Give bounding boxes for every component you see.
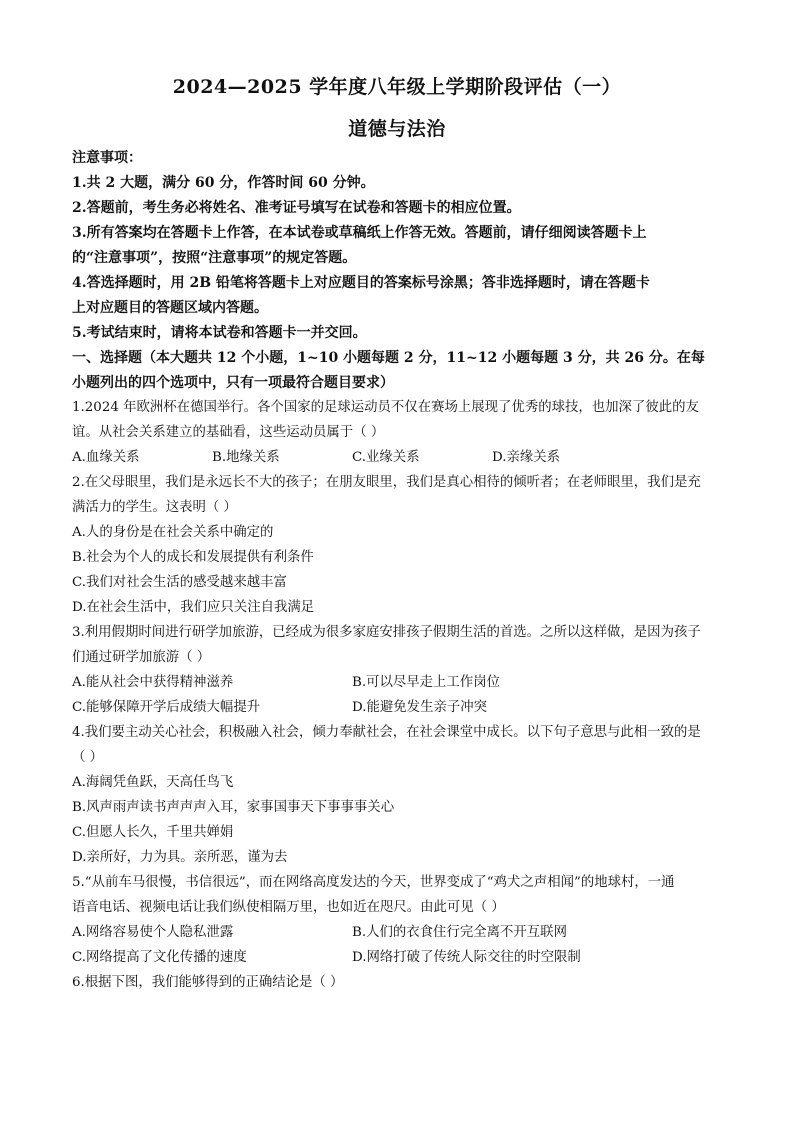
notice-line: 的“注意事项”，按照“注意事项”的规定答题。 xyxy=(72,250,357,266)
notice-line: 4.答选择题时，用 2B 铅笔将答题卡上对应题目的答案标号涂黑；答非选择题时，请在答题卡 xyxy=(72,275,650,291)
option-a[interactable]: A.能从社会中获得精神滋养 xyxy=(72,675,234,690)
question-2-stem: 满活力的学生。这表明（ ） xyxy=(72,500,237,515)
question-3-options-row xyxy=(72,673,732,693)
question-5-stem: 5.“从前车马很慢，书信很远”，而在网络高度发达的今天，世界变成了“鸡犬之声相闻”的地球村，一通 xyxy=(72,875,675,890)
question-3-stem: 3.利用假期时间进行研学加旅游，已经成为很多家庭安排孩子假期生活的首选。之所以这样做，是因为孩子 xyxy=(72,625,701,640)
subject-title: 道德与法治 xyxy=(348,118,446,140)
option-d[interactable]: D.亲所好，力为具。亲所恶，谨为去 xyxy=(72,850,288,865)
exam-title: 2024—2025 学年度八年级上学期阶段评估（一） xyxy=(172,76,622,98)
option-a[interactable]: A.网络容易使个人隐私泄露 xyxy=(72,925,234,940)
option-c[interactable]: C.业缘关系 xyxy=(352,450,420,465)
option-d[interactable]: D.能避免发生亲子冲突 xyxy=(352,700,488,715)
question-5-stem: 语音电话、视频电话让我们纵使相隔万里，也如近在咫尺。由此可见（ ） xyxy=(72,900,505,915)
question-6-stem: 6.根据下图，我们能够得到的正确结论是（ ） xyxy=(72,975,344,990)
notice-line: 1.共 2 大题，满分 60 分，作答时间 60 分钟。 xyxy=(72,175,375,191)
option-c[interactable]: C.我们对社会生活的感受越来越丰富 xyxy=(72,575,287,590)
option-b[interactable]: B.社会为个人的成长和发展提供有利条件 xyxy=(72,550,314,565)
question-3-options-row xyxy=(72,698,732,718)
question-4-stem: （ ） xyxy=(72,750,104,765)
notice-heading: 注意事项： xyxy=(72,150,142,166)
question-4-stem: 4.我们要主动关心社会，积极融入社会，倾力奉献社会，在社会课堂中成长。以下句子意思与此相一致的是 xyxy=(72,725,701,740)
option-a[interactable]: A.血缘关系 xyxy=(72,450,140,465)
notice-line: 5.考试结束时，请将本试卷和答题卡一并交回。 xyxy=(72,325,367,341)
notice-line: 上对应题目的答题区域内答题。 xyxy=(72,300,268,316)
option-a[interactable]: A.人的身份是在社会关系中确定的 xyxy=(72,525,274,540)
option-d[interactable]: D.在社会生活中，我们应只关注自我满足 xyxy=(72,600,315,615)
notice-line: 2.答题前，考生务必将姓名、准考证号填写在试卷和答题卡的相应位置。 xyxy=(72,200,521,216)
question-3-stem: 们通过研学加旅游（ ） xyxy=(72,650,211,665)
option-d[interactable]: D.亲缘关系 xyxy=(492,450,561,465)
question-5-options-row xyxy=(72,948,732,968)
section-heading: 一、选择题（本大题共 12 个小题，1~10 小题每题 2 分，11~12 小题每题 3 分，共 26 分。在每 xyxy=(72,350,705,366)
question-1-stem: 谊。从社会关系建立的基础看，这些运动员属于（ ） xyxy=(72,425,385,440)
option-c[interactable]: C.能够保障开学后成绩大幅提升 xyxy=(72,700,261,715)
option-c[interactable]: C.网络提高了文化传播的速度 xyxy=(72,950,247,965)
option-b[interactable]: B.人们的衣食住行完全离不开互联网 xyxy=(352,925,567,940)
question-2-stem: 2.在父母眼里，我们是永远长不大的孩子；在朋友眼里，我们是真心相待的倾听者；在老师眼里，我们是充 xyxy=(72,475,701,490)
question-5-options-row xyxy=(72,923,732,943)
option-d[interactable]: D.网络打破了传统人际交往的时空限制 xyxy=(352,950,581,965)
option-c[interactable]: C.但愿人长久，千里共婵娟 xyxy=(72,825,234,840)
option-b[interactable]: B.风声雨声读书声声声入耳，家事国事天下事事事关心 xyxy=(72,800,395,815)
notice-line: 3.所有答案均在答题卡上作答，在本试卷或草稿纸上作答无效。答题前，请仔细阅读答题卡上 xyxy=(72,225,647,241)
question-1-stem: 1.2024 年欧洲杯在德国举行。各个国家的足球运动员不仅在赛场上展现了优秀的球技，也加深了彼此的友 xyxy=(72,400,699,415)
option-b[interactable]: B.地缘关系 xyxy=(212,450,280,465)
option-b[interactable]: B.可以尽早走上工作岗位 xyxy=(352,675,501,690)
section-heading: 小题列出的四个选项中，只有一项最符合题目要求） xyxy=(72,375,394,391)
option-a[interactable]: A.海阔凭鱼跃，天高任鸟飞 xyxy=(72,775,234,790)
question-1-options xyxy=(72,448,732,468)
